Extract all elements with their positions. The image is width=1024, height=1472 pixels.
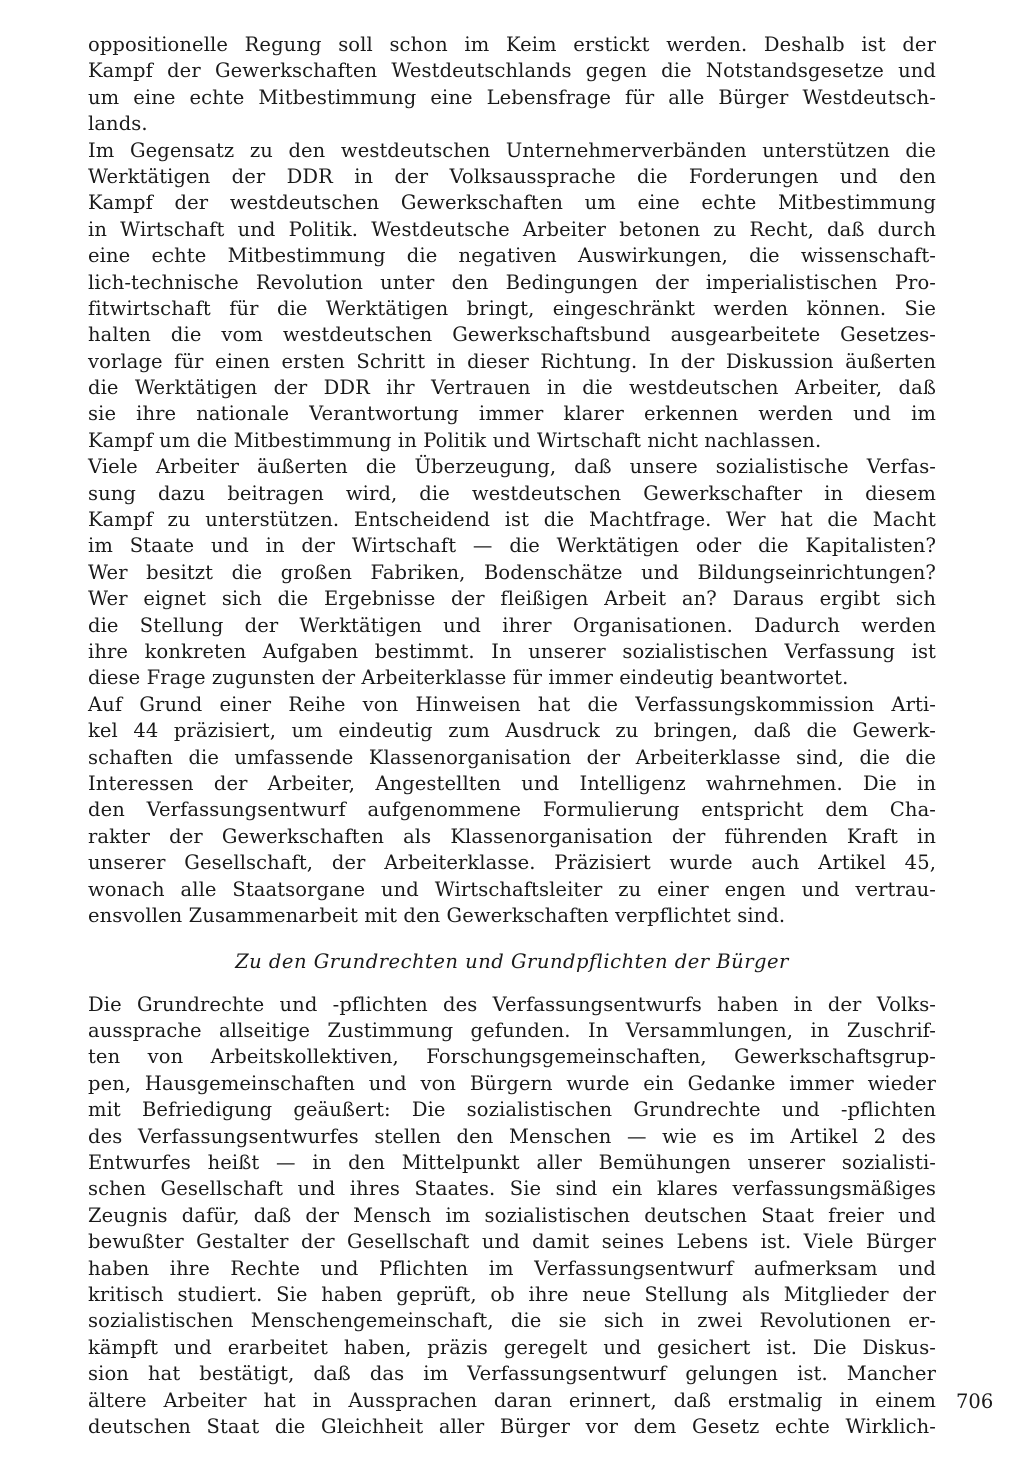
text-line: Kampf der Gewerkschaften Westdeutschlands gegen die Notstandsgesetze und <box>88 59 936 83</box>
text-line: sie ihre nationale Verantwortung immer klarer erkennen werden und im <box>88 402 936 426</box>
text-line: pen, Hausgemeinschaften und von Bürgern wurde ein Gedanke immer wieder <box>88 1071 936 1095</box>
text-line: die Stellung der Werktätigen und ihrer Organisationen. Dadurch werden <box>88 613 936 637</box>
text-line: eine echte Mitbestimmung die negativen Auswirkungen, die wissenschaft- <box>88 244 936 268</box>
text-line: diese Frage zugunsten der Arbeiterklasse für immer eindeutig beantwortet. <box>88 666 849 690</box>
text-line: halten die vom westdeutschen Gewerkschaftsbund ausgearbeitete Gesetzes- <box>88 323 936 347</box>
text-line: sion hat bestätigt, daß das im Verfassungsentwurf gelungen ist. Mancher <box>88 1362 936 1386</box>
text-line: sung dazu beitragen wird, die westdeutschen Gewerkschafter in diesem <box>88 481 936 505</box>
text-line: rakter der Gewerkschaften als Klassenorganisation der führenden Kraft in <box>88 824 936 848</box>
text-line: in Wirtschaft und Politik. Westdeutsche Arbeiter betonen zu Recht, daß durch <box>88 217 936 241</box>
text-line: Werktätigen der DDR in der Volksaussprache die Forderungen und den <box>88 164 936 188</box>
text-line: den Verfassungsentwurf aufgenommene Formulierung entspricht dem Cha- <box>88 798 936 822</box>
text-line: lich-technische Revolution unter den Bedingungen der imperialistischen Pro- <box>88 270 936 294</box>
text-line: des Verfassungsentwurfes stellen den Menschen — wie es im Artikel 2 des <box>88 1124 936 1148</box>
text-line: Auf Grund einer Reihe von Hinweisen hat die Verfassungskommission Arti- <box>88 692 936 716</box>
text-line: oppositionelle Regung soll schon im Keim erstickt werden. Deshalb ist der <box>88 33 936 56</box>
section-heading: Zu den Grundrechten und Grundpflichten der Bürger <box>235 950 789 974</box>
text-line: ten von Arbeitskollektiven, Forschungsgemeinschaften, Gewerkschaftsgrup- <box>88 1045 936 1069</box>
paragraph <box>88 454 936 692</box>
paragraph <box>88 692 936 930</box>
text-line: kritisch studiert. Sie haben geprüft, ob ihre neue Stellung als Mitglieder der <box>88 1282 936 1306</box>
text-line: aussprache allseitige Zustimmung gefunden. In Versammlungen, in Zuschrif- <box>88 1019 936 1043</box>
text-line: kel 44 präzisiert, um eindeutig zum Ausdruck zu bringen, daß die Gewerk- <box>88 719 936 743</box>
text-line: Die Grundrechte und -pflichten des Verfassungsentwurfs haben in der Volks- <box>88 992 936 1016</box>
text-line: vorlage für einen ersten Schritt in dieser Richtung. In der Diskussion äußerten <box>88 349 936 373</box>
text-line: ihre konkreten Aufgaben bestimmt. In unserer sozialistischen Verfassung ist <box>88 639 936 663</box>
text-line: schaften die umfassende Klassenorganisation der Arbeiterklasse sind, die die <box>88 745 936 769</box>
text-line: kämpft und erarbeitet haben, präzis geregelt und gesichert ist. Die Diskus- <box>88 1335 936 1359</box>
text-line: im Staate und in der Wirtschaft — die Werktätigen oder die Kapitalisten? <box>88 534 936 558</box>
text-line: Kampf der westdeutschen Gewerkschaften um eine echte Mitbestimmung <box>88 191 936 215</box>
text-line: die Werktätigen der DDR ihr Vertrauen in die westdeutschen Arbeiter, daß <box>88 376 936 400</box>
page-body <box>88 32 936 1440</box>
text-line: haben ihre Rechte und Pflichten im Verfassungsentwurf aufmerksam und <box>88 1256 936 1280</box>
text-line: Kampf um die Mitbestimmung in Politik und Wirtschaft nicht nachlassen. <box>88 428 822 452</box>
text-line: schen Gesellschaft und ihres Staates. Sie sind ein klares verfassungsmäßiges <box>88 1177 936 1201</box>
page-number: 706 <box>956 1390 994 1413</box>
paragraph <box>88 992 936 1441</box>
text-column-bottom <box>88 992 936 1441</box>
text-line: sozialistischen Menschengemeinschaft, die sie sich in zwei Revolutionen er- <box>88 1309 936 1333</box>
text-line: mit Befriedigung geäußert: Die sozialistischen Grundrechte und -pflichten <box>88 1098 936 1122</box>
text-line: lands. <box>88 112 148 136</box>
text-line: Viele Arbeiter äußerten die Überzeugung, daß unsere sozialistische Verfas- <box>88 455 936 479</box>
text-line: um eine echte Mitbestimmung eine Lebensfrage für alle Bürger Westdeutsch- <box>88 85 936 109</box>
text-line: unserer Gesellschaft, der Arbeiterklasse. Präzisiert wurde auch Artikel 45, <box>88 851 936 875</box>
paragraph <box>88 32 936 138</box>
text-line: Kampf zu unterstützen. Entscheidend ist die Machtfrage. Wer hat die Macht <box>88 508 936 532</box>
text-line: wonach alle Staatsorgane und Wirtschaftsleiter zu einer engen und vertrau- <box>88 877 936 901</box>
text-line: Im Gegensatz zu den westdeutschen Unternehmerverbänden unterstützen die <box>88 138 936 162</box>
text-line: Wer besitzt die großen Fabriken, Bodenschätze und Bildungseinrichtungen? <box>88 560 936 584</box>
text-line: Interessen der Arbeiter, Angestellten und Intelligenz wahrnehmen. Die in <box>88 771 936 795</box>
text-line: deutschen Staat die Gleichheit aller Bürger vor dem Gesetz echte Wirklich- <box>88 1414 936 1438</box>
text-line: bewußter Gestalter der Gesellschaft und damit seines Lebens ist. Viele Bürger <box>88 1230 936 1254</box>
text-line: Entwurfes heißt — in den Mittelpunkt aller Bemühungen unserer sozialisti- <box>88 1151 936 1175</box>
text-column-top <box>88 32 936 929</box>
text-line: Zeugnis dafür, daß der Mensch im sozialistischen deutschen Staat freier und <box>88 1203 936 1227</box>
paragraph <box>88 138 936 455</box>
text-line: fitwirtschaft für die Werktätigen bringt, eingeschränkt werden können. Sie <box>88 296 936 320</box>
text-line: Wer eignet sich die Ergebnisse der fleißigen Arbeit an? Daraus ergibt sich <box>88 587 936 611</box>
text-line: ältere Arbeiter hat in Aussprachen daran erinnert, daß erstmalig in einem <box>88 1388 936 1412</box>
text-line: ensvollen Zusammenarbeit mit den Gewerkschaften verpflichtet sind. <box>88 903 786 927</box>
